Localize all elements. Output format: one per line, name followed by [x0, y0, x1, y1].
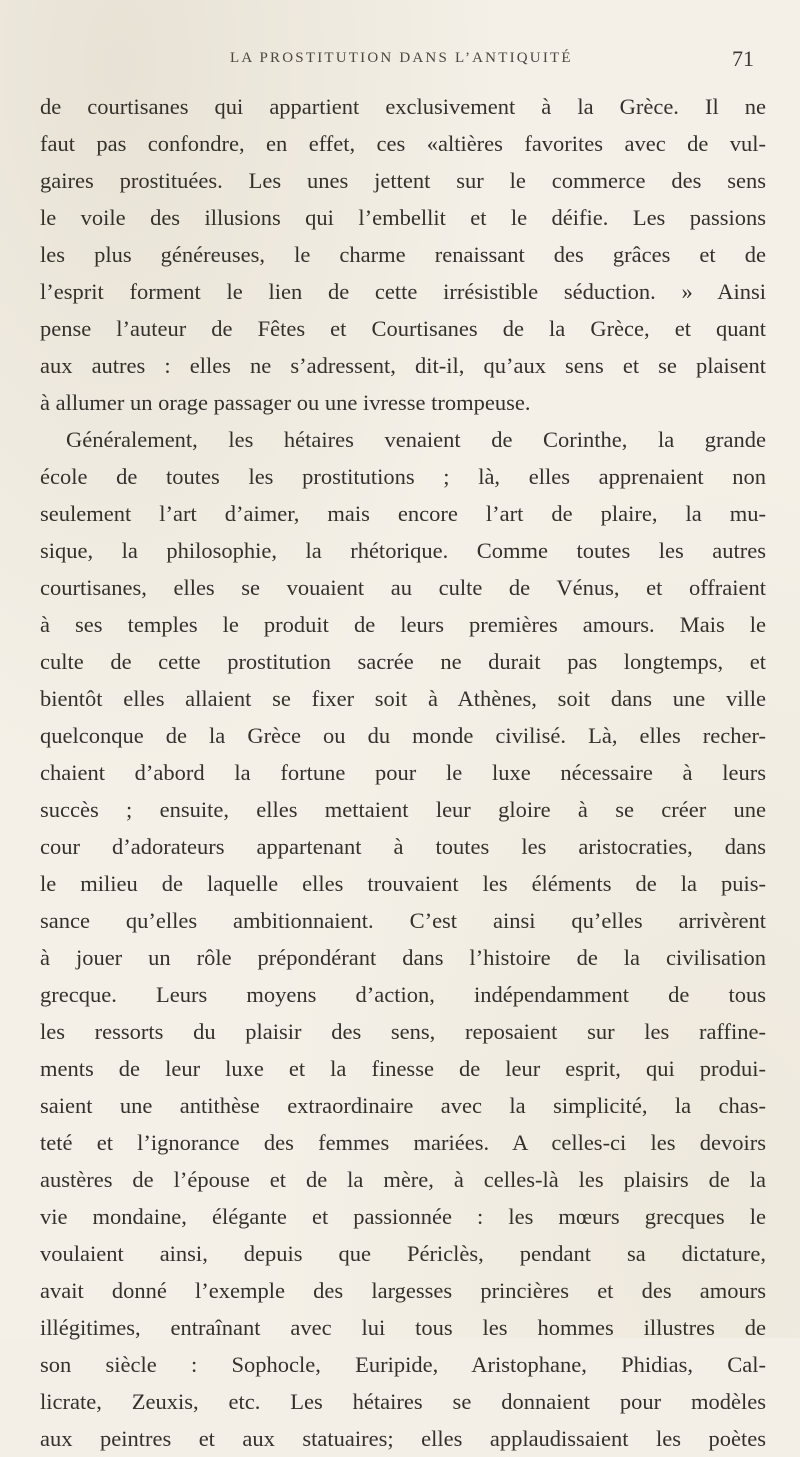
text-line: chaient d’abord la fortune pour le luxe nécessaire à leurs	[40, 760, 766, 785]
text-line: licrate, Zeuxis, etc. Les hétaires se donnaient pour modèles	[40, 1389, 766, 1414]
text-line: bientôt elles allaient se fixer soit à Athènes, soit dans une ville	[40, 686, 766, 711]
running-head	[0, 46, 800, 80]
text-line: teté et l’ignorance des femmes mariées. A celles-ci les devoirs	[40, 1130, 766, 1155]
text-line: ments de leur luxe et la finesse de leur esprit, qui produi-	[40, 1056, 766, 1081]
text-line: pense l’auteur de Fêtes et Courtisanes de la Grèce, et quant	[40, 316, 766, 341]
text-line: école de toutes les prostitutions ; là, elles apprenaient non	[40, 464, 766, 489]
running-title: LA PROSTITUTION DANS L’ANTIQUITÉ	[230, 50, 573, 66]
text-line: le milieu de laquelle elles trouvaient les éléments de la puis-	[40, 871, 766, 896]
text-line: gaires prostituées. Les unes jettent sur le commerce des sens	[40, 168, 766, 193]
text-line: le voile des illusions qui l’embellit et le déifie. Les passions	[40, 205, 766, 230]
text-line: son siècle : Sophocle, Euripide, Aristophane, Phidias, Cal-	[40, 1352, 766, 1377]
text-line: cour d’adorateurs appartenant à toutes les aristocraties, dans	[40, 834, 766, 859]
text-line: à ses temples le produit de leurs premières amours. Mais le	[40, 612, 766, 637]
text-line: courtisanes, elles se vouaient au culte de Vénus, et offraient	[40, 575, 766, 600]
text-line: sique, la philosophie, la rhétorique. Comme toutes les autres	[40, 538, 766, 563]
text-line: aux autres : elles ne s’adressent, dit-il, qu’aux sens et se plaisent	[40, 353, 766, 378]
body-text	[40, 88, 766, 1457]
text-line: quelconque de la Grèce ou du monde civilisé. Là, elles recher-	[40, 723, 766, 748]
text-line: à jouer un rôle prépondérant dans l’histoire de la civilisation	[40, 945, 766, 970]
text-line: à allumer un orage passager ou une ivresse trompeuse.	[40, 390, 531, 415]
page-number: 71	[732, 46, 754, 71]
text-line: illégitimes, entraînant avec lui tous les hommes illustres de	[40, 1315, 766, 1340]
text-line: succès ; ensuite, elles mettaient leur gloire à se créer une	[40, 797, 766, 822]
text-line: vie mondaine, élégante et passionnée : les mœurs grecques le	[40, 1204, 766, 1229]
text-line: les ressorts du plaisir des sens, reposaient sur les raffine-	[40, 1019, 766, 1044]
text-line: culte de cette prostitution sacrée ne durait pas longtemps, et	[40, 649, 766, 674]
text-line: sance qu’elles ambitionnaient. C’est ainsi qu’elles arrivèrent	[40, 908, 766, 933]
text-line: voulaient ainsi, depuis que Périclès, pendant sa dictature,	[40, 1241, 766, 1266]
text-line: avait donné l’exemple des largesses princières et des amours	[40, 1278, 766, 1303]
text-line: austères de l’épouse et de la mère, à celles-là les plaisirs de la	[40, 1167, 766, 1192]
text-line: seulement l’art d’aimer, mais encore l’art de plaire, la mu-	[40, 501, 766, 526]
text-line: faut pas confondre, en effet, ces «altières favorites avec de vul-	[40, 131, 766, 156]
text-line: grecque. Leurs moyens d’action, indépendamment de tous	[40, 982, 766, 1007]
paragraph-start-line: Généralement, les hétaires venaient de Corinthe, la grande	[66, 427, 766, 452]
text-line: les plus généreuses, le charme renaissant des grâces et de	[40, 242, 766, 267]
text-line: saient une antithèse extraordinaire avec la simplicité, la chas-	[40, 1093, 766, 1118]
text-line: aux peintres et aux statuaires; elles applaudissaient les poètes	[40, 1426, 766, 1451]
text-line: de courtisanes qui appartient exclusivement à la Grèce. Il ne	[40, 94, 766, 119]
text-line: l’esprit forment le lien de cette irrésistible séduction. » Ainsi	[40, 279, 766, 304]
